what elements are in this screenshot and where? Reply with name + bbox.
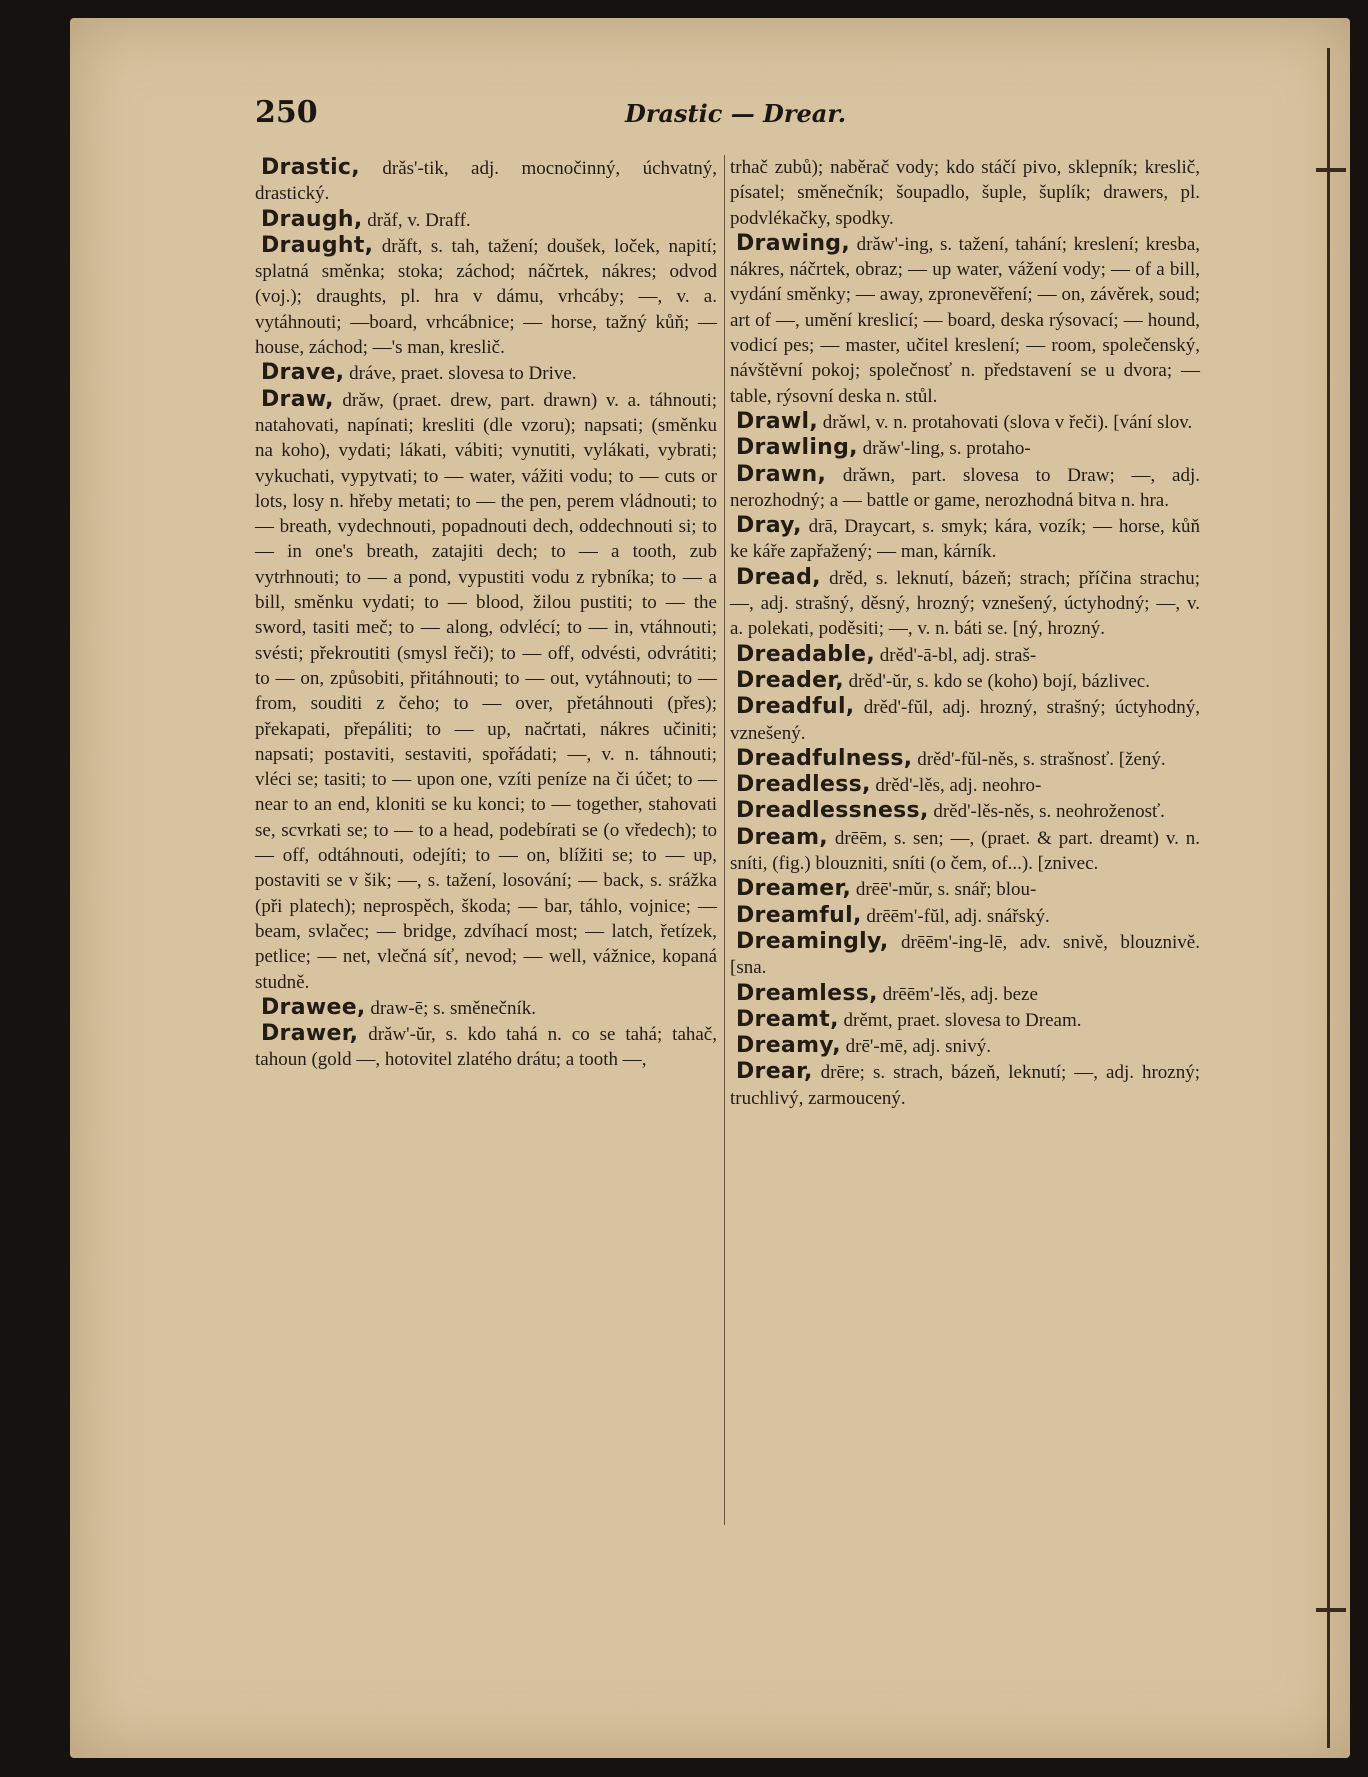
entry-definition: drǎw, (praet. drew, part. drawn) v. a. táhnouti; natahovati, napínati; kresliti (dle vzoru); napsati; (směnku na koho), vydati; lákati, vábiti; vynutiti, vylákati, vybrati; vykuchati, vypytvati; to — water, vážiti vodu; to — cuts or lots, losy n. hřeby metati; to — the pen, perem vládnouti; to — breath, vydechnouti, popadnouti dech, oddechnouti si; to — in one's breath, zatajiti dech; to — a tooth, zub vytrhnouti; to — a pond, vypustiti vodu z rybníka; to — a bill, směnku vydati; to — blood, žilou pustiti; to — the sword, tasiti meč; to — along, odvlécí; to — in, vtáhnouti; svésti; překroutiti (smysl řeči); to — off, odvésti, odvrátiti; to — on, způsobiti, přitáhnouti; to — out, vytáhnouti; to — from, souditi z čeho; to — over, přetáhnouti (přes); překapati, přepáliti; to — up, načrtati, nákres učiniti; napsati; postaviti, sestaviti, spořádati; —, v. n. táhnouti; vléci se; tasiti; to — upon one, vzíti peníze na či účet; to — near to an end, kloniti se ku konci; to — together, stahovati se, scvrkati se; to — to a head, podebírati se (o vředech); to — off, odtáhnouti, odejíti; to — on, blížiti se; to — up, postaviti se v šik; —, s. tažení, losování; — back, s. srážka (při platech); neprospěch, škoda; — bar, táhlo, vojnice; — beam, svlačec; — bridge, zdvíhací most; — latch, řetízek, petlice; — net, vlečná síť, nevod; — well, vážnice, kopaná studně. bbox=[255, 389, 717, 993]
entry-headword: Drawing, bbox=[736, 230, 850, 256]
dictionary-entry bbox=[730, 772, 1200, 798]
edge-mark-top bbox=[1316, 168, 1346, 172]
entry-headword: Dreadful, bbox=[736, 694, 855, 720]
entry-headword: Dread, bbox=[736, 564, 821, 590]
entry-definition: drěd'-lěs, adj. neohro- bbox=[875, 775, 1042, 797]
entry-definition: drā, Draycart, s. smyk; kára, vozík; — horse, kůň ke káře zapřažený; — man, kárník. bbox=[730, 516, 1201, 563]
column-divider bbox=[724, 155, 725, 1525]
dictionary-entry bbox=[730, 929, 1200, 981]
dictionary-entry bbox=[255, 233, 717, 360]
dictionary-entry bbox=[730, 565, 1200, 642]
dictionary-entry bbox=[730, 462, 1200, 514]
dictionary-entry bbox=[730, 825, 1200, 877]
entry-headword: Dreamful, bbox=[736, 902, 862, 928]
entry-definition: drěd, s. leknutí, bázeň; strach; příčina strachu; —, adj. strašný, děsný, hrozný; vznešený, úctyhodný; —, v. a. polekati, poděsiti; —, v. n. báti se. [ný, hrozný. bbox=[730, 567, 1201, 640]
entry-definition: dráve, praet. slovesa to Drive. bbox=[349, 363, 577, 385]
entry-definition: trhač zubů); naběrač vody; kdo stáčí pivo, sklepník; kreslič, písatel; směnečník; šoupadlo, šuple, šuplík; drawers, pl. podvlékačky, spodky. bbox=[730, 157, 1200, 229]
entry-headword: Dray, bbox=[736, 513, 802, 539]
page-number: 250 bbox=[255, 95, 318, 130]
dictionary-entry bbox=[730, 903, 1200, 929]
entry-definition: drǎwl, v. n. protahovati (slova v řeči). [vání slov. bbox=[822, 411, 1193, 433]
dictionary-entry bbox=[730, 513, 1200, 565]
entry-definition: drēēm'-fŭl, adj. snářský. bbox=[866, 905, 1050, 927]
entry-definition: draw-ē; s. směnečník. bbox=[370, 997, 537, 1019]
entry-headword: Drawn, bbox=[736, 461, 827, 487]
entry-headword: Drawee, bbox=[261, 994, 366, 1020]
entry-definition: drēēm'-lěs, adj. beze bbox=[882, 983, 1038, 1005]
dictionary-entry bbox=[730, 435, 1200, 461]
dictionary-entry bbox=[730, 155, 1200, 231]
entry-headword: Drear, bbox=[736, 1059, 813, 1085]
entry-headword: Drawer, bbox=[261, 1021, 359, 1047]
entry-headword: Dreader, bbox=[736, 667, 844, 693]
dictionary-entry bbox=[730, 409, 1200, 435]
entry-definition: drǎft, s. tah, tažení; doušek, loček, napití; splatná směnka; stoka; záchod; náčrtek, nákres; odvod (voj.); draughts, pl. hra v dámu, vrhcáby; —, v. a. vytáhnouti; —board, vrhcábnice; — horse, tažný kůň; — house, záchod; —'s man, kreslič. bbox=[255, 235, 718, 359]
dictionary-entry bbox=[730, 798, 1200, 824]
page-header bbox=[255, 95, 1195, 135]
entry-definition: drěd'-fŭl-něs, s. strašnosť. [žený. bbox=[917, 748, 1166, 770]
entry-definition: drēēm, s. sen; —, (praet. & part. dreamt) v. n. sníti, (fig.) blouzniti, sníti (o čem, of...). [znivec. bbox=[730, 827, 1201, 875]
edge-mark-bottom bbox=[1316, 1608, 1346, 1612]
dictionary-entry bbox=[730, 231, 1200, 409]
entry-headword: Draught, bbox=[261, 232, 374, 258]
entry-definition: drǎw'-ling, s. protaho- bbox=[862, 438, 1031, 460]
entry-headword: Dreadfulness, bbox=[736, 745, 913, 771]
dictionary-entry bbox=[255, 387, 717, 995]
entry-headword: Dream, bbox=[736, 824, 828, 850]
entry-headword: Dreamy, bbox=[736, 1033, 841, 1059]
entry-headword: Dreadable, bbox=[736, 641, 876, 667]
dictionary-entry bbox=[730, 981, 1200, 1007]
entry-definition: drǎw'-ŭr, s. kdo tahá n. co se tahá; tahač, tahoun (gold —, hotovitel zlatého drátu; a tooth —, bbox=[255, 1024, 717, 1071]
entry-definition: drēē'-mŭr, s. snář; blou- bbox=[855, 879, 1037, 901]
entry-headword: Dreamer, bbox=[736, 876, 852, 902]
entry-definition: drěd'-ŭr, s. kdo se (koho) bojí, bázlivec. bbox=[848, 670, 1150, 692]
entry-definition: drěmt, praet. slovesa to Dream. bbox=[843, 1009, 1082, 1031]
dictionary-entry bbox=[730, 1059, 1200, 1111]
entry-definition: drēre; s. strach, bázeň, leknutí; —, adj. hrozný; truchlivý, zarmoucený. bbox=[730, 1062, 1200, 1109]
entry-definition: drěd'-fŭl, adj. hrozný, strašný; úctyhodný, vznešený. bbox=[730, 697, 1200, 744]
entry-headword: Dreamingly, bbox=[736, 928, 889, 954]
entry-headword: Drawling, bbox=[736, 435, 858, 461]
running-head: Drastic — Drear. bbox=[625, 99, 847, 128]
left-column bbox=[255, 155, 717, 1073]
entry-definition: drǎw'-ing, s. tažení, tahání; kreslení; kresba, nákres, náčrtek, obraz; — up water, vážení vody; — of a bill, vydání směnky; — away, zpronevěření; — on, závěrek, soud; art of —, umění kreslicí; — board, deska rýsovací; — hound, vodicí pes; — master, učitel kreslení; — room, společenský, návštěvní pokoj; společnosť n. představení se u dvora; — table, rýsovní deska n. stůl. bbox=[730, 233, 1200, 407]
dictionary-entry bbox=[730, 1033, 1200, 1059]
dictionary-entry bbox=[730, 642, 1200, 668]
entry-headword: Drave, bbox=[261, 360, 345, 386]
entry-headword: Drawl, bbox=[736, 408, 818, 434]
dictionary-entry bbox=[730, 694, 1200, 746]
entry-definition: drēēm'-ing-lē, adv. snivě, blouznivě. [sna. bbox=[730, 931, 1200, 979]
entry-definition: drǎwn, part. slovesa to Draw; —, adj. nerozhodný; a — battle or game, nerozhodná bitva n. hra. bbox=[730, 464, 1200, 511]
dictionary-entry bbox=[255, 155, 717, 207]
dictionary-entry bbox=[730, 746, 1200, 772]
entry-definition: drěd'-ā-bl, adj. straš- bbox=[879, 644, 1037, 666]
dictionary-entry bbox=[730, 876, 1200, 902]
entry-headword: Dreamless, bbox=[736, 980, 878, 1006]
entry-headword: Dreamt, bbox=[736, 1006, 839, 1032]
dictionary-entry bbox=[730, 668, 1200, 694]
entry-definition: drǎs'-tik, adj. mocnočinný, úchvatný, drastický. bbox=[255, 158, 718, 205]
entry-headword: Drastic, bbox=[261, 155, 360, 180]
binding-edge bbox=[1327, 48, 1330, 1748]
entry-definition: drǎf, v. Draff. bbox=[367, 209, 471, 231]
dictionary-entry bbox=[255, 1021, 717, 1073]
entry-headword: Dreadless, bbox=[736, 772, 871, 798]
entry-definition: drěd'-lěs-něs, s. neohroženosť. bbox=[933, 801, 1165, 823]
right-column bbox=[730, 155, 1200, 1111]
entry-definition: drē'-mē, adj. snivý. bbox=[845, 1036, 992, 1058]
dictionary-entry bbox=[730, 1007, 1200, 1033]
dictionary-entry bbox=[255, 360, 717, 386]
entry-headword: Draw, bbox=[261, 386, 334, 412]
dictionary-entry bbox=[255, 207, 717, 233]
entry-headword: Draugh, bbox=[261, 206, 363, 232]
entry-headword: Dreadlessness, bbox=[736, 798, 929, 824]
dictionary-entry bbox=[255, 995, 717, 1021]
